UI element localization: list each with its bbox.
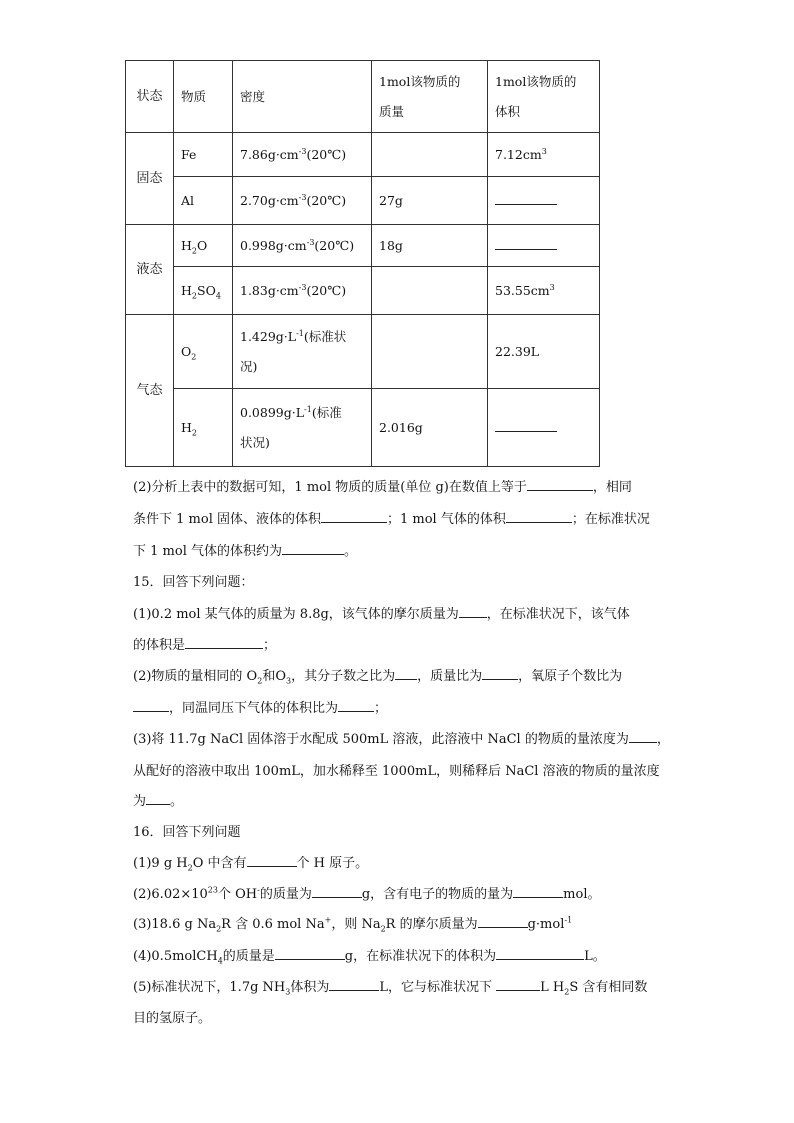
header-volume-line2: 体积 <box>495 103 521 119</box>
answer-blank[interactable] <box>338 700 374 712</box>
answer-blank[interactable] <box>146 793 170 805</box>
volume-blank-cell <box>488 177 600 225</box>
q16-part1: (1)9 g $H_2O$ 中含有 个 H 原子。 <box>133 856 369 873</box>
answer-blank[interactable] <box>282 543 344 555</box>
substance-cell: Fe <box>174 133 233 177</box>
mass-cell: 2.016g <box>372 389 488 467</box>
answer-blank[interactable] <box>495 419 557 432</box>
answer-blank[interactable] <box>478 916 528 928</box>
mass-cell: 27g <box>372 177 488 225</box>
q16-part4: (4)0.5molCH$_4$的质量是 g，在标准状况下的体积为 L。 <box>133 949 606 966</box>
answer-blank[interactable] <box>495 192 557 205</box>
q15-part2-line2: ，同温同压下气体的体积比为 ； <box>133 697 387 716</box>
answer-blank[interactable] <box>496 979 540 991</box>
answer-blank[interactable] <box>629 731 657 743</box>
q15-part3-line2: 从配好的溶液中取出 100mL，加水稀释至 1000mL，则稀释后 NaCl 溶液的物质的量浓度 <box>133 764 660 779</box>
q16-part5-line2: 目的氢原子。 <box>133 1011 212 1026</box>
volume-cell: $53.55cm^3$ <box>488 267 600 315</box>
answer-blank[interactable] <box>513 886 563 898</box>
density-table <box>125 60 600 467</box>
mass-cell <box>372 315 488 389</box>
q16-part2: $(2)6.02\times 10^{23}$个 OH-的质量为 g，含有电子的物质的量为 mol。 <box>133 885 601 902</box>
q15-part2-line1: (2)物质的量相同的 $O_2$和$O_3$，其分子数之比为 ，质量比为 ，氧原子个数比为 <box>133 669 623 686</box>
answer-blank[interactable] <box>321 511 387 523</box>
table-row <box>126 267 600 315</box>
answer-blank[interactable] <box>329 979 379 991</box>
density-cell: $2.70g\cdot cm^{-3}(20℃)$ <box>233 177 372 225</box>
header-mass-line2: 质量 <box>379 103 405 119</box>
table-row <box>126 315 600 389</box>
density-cell: $0.0899g\cdot L^{-1}$(标准 状况) <box>233 389 372 467</box>
answer-blank[interactable] <box>482 668 518 680</box>
table-row <box>126 133 600 177</box>
mass-cell <box>372 267 488 315</box>
table-row <box>126 225 600 267</box>
q2-line1: (2)分析上表中的数据可知，1 mol 物质的质量(单位 g)在数值上等于 ，相同 <box>133 480 632 495</box>
header-mass-line1: 1mol该物质的 <box>379 73 461 89</box>
substance-cell: $H_2$ <box>174 389 233 467</box>
answer-blank[interactable] <box>527 479 593 491</box>
q15-title: 15．回答下列问题： <box>133 575 254 590</box>
header-density: 密度 <box>233 61 372 133</box>
density-cell: $7.86g\cdot cm^{-3}(20℃)$ <box>233 133 372 177</box>
q16-title: 16．回答下列问题 <box>133 825 241 840</box>
substance-cell: $O_2$ <box>174 315 233 389</box>
volume-cell: 22.39L <box>488 315 600 389</box>
answer-blank[interactable] <box>395 668 417 680</box>
substance-cell: Al <box>174 177 233 225</box>
mass-cell: 18g <box>372 225 488 267</box>
state-cell-liquid: 液态 <box>126 225 174 315</box>
volume-blank-cell <box>488 225 600 267</box>
table-row <box>126 177 600 225</box>
q16-part5-line1: (5)标准状况下，1.7g $NH_3$体积为 L，它与标准状况下 L $H_2S$ 含有相同数 <box>133 980 648 997</box>
header-volume <box>488 61 600 133</box>
state-cell-gas: 气态 <box>126 315 174 467</box>
density-cell: $1.83g\cdot cm^{-3}(20℃)$ <box>233 267 372 315</box>
density-cell: $0.998g\cdot cm^{-3}(20℃)$ <box>233 225 372 267</box>
mass-cell <box>372 133 488 177</box>
volume-blank-cell <box>488 389 600 467</box>
table-header-row <box>126 61 600 133</box>
q15-part3-line3: 为 。 <box>133 794 184 809</box>
q15-part1-line1: (1)0.2 mol 某气体的质量为 8.8g，该气体的摩尔质量为 ，在标准状况下，该气体 <box>133 607 630 622</box>
q2-line2: 条件下 1 mol 固体、液体的体积 ；1 mol 气体的体积 ；在标准状况 <box>133 512 650 527</box>
header-substance: 物质 <box>174 61 233 133</box>
table-row <box>126 389 600 467</box>
header-state: 状态 <box>126 61 174 133</box>
answer-blank[interactable] <box>495 237 557 250</box>
answer-blank[interactable] <box>185 637 263 649</box>
answer-blank[interactable] <box>275 948 345 960</box>
answer-blank[interactable] <box>133 700 169 712</box>
volume-cell: $7.12cm^3$ <box>488 133 600 177</box>
answer-blank[interactable] <box>247 855 297 867</box>
substance-cell: $H_2SO_4$ <box>174 267 233 315</box>
state-cell-solid: 固态 <box>126 133 174 225</box>
q2-line3: 下 1 mol 气体的体积约为 。 <box>133 544 357 559</box>
answer-blank[interactable] <box>312 886 362 898</box>
answer-blank[interactable] <box>506 511 572 523</box>
answer-blank[interactable] <box>459 606 487 618</box>
substance-cell: $H_2O$ <box>174 225 233 267</box>
q15-part1-line2: 的体积是 ； <box>133 638 277 653</box>
q16-part3: (3)18.6 g $Na_2R$ 含 0.6 mol Na+，则 $Na_2R$ 的摩尔质量为 g·mol$^{-1}$ <box>133 915 573 934</box>
q15-part3-line1: (3)将 11.7g NaCl 固体溶于水配成 500mL 溶液，此溶液中 NaCl 的物质的量浓度为 ， <box>133 732 670 747</box>
header-volume-line1: 1mol该物质的 <box>495 73 577 89</box>
answer-blank[interactable] <box>496 948 584 960</box>
header-mass <box>372 61 488 133</box>
density-cell: $1.429g\cdot L^{-1}$(标准状 况) <box>233 315 372 389</box>
